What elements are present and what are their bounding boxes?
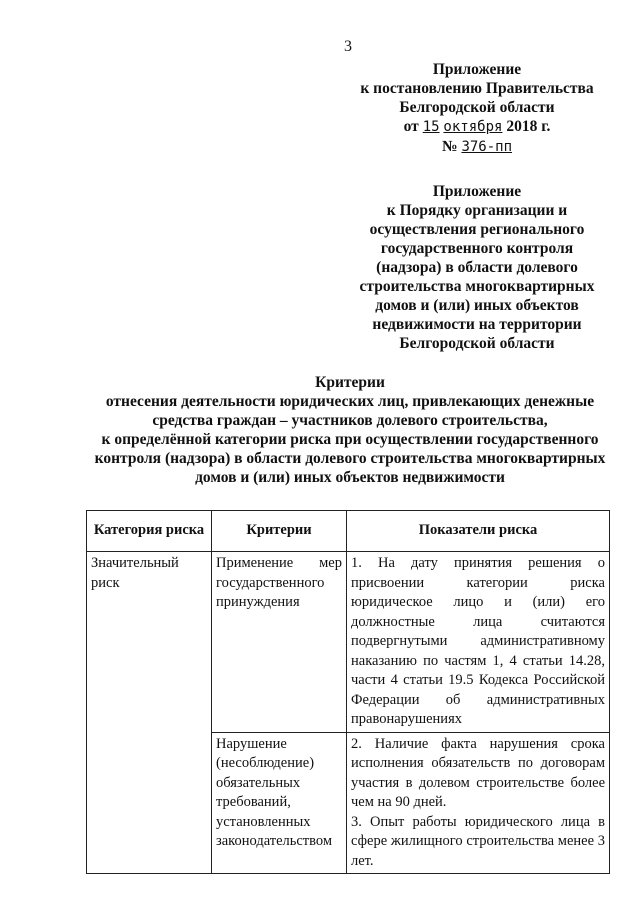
- appendix-line: (надзора) в области долевого: [376, 259, 578, 276]
- document-number: 376-пп: [461, 139, 513, 155]
- appendix-line: государственного контроля: [380, 240, 574, 257]
- date-month: октября: [443, 119, 503, 135]
- criteria-line: домов и (или) иных объектов недвижимости: [195, 469, 505, 486]
- criterion-cell: Применение мер государственного принуждения: [212, 552, 347, 733]
- appendix-line: домов и (или) иных объектов: [375, 297, 579, 314]
- criteria-heading: [60, 373, 640, 487]
- appendix-title: Приложение: [432, 183, 522, 200]
- criteria-line: отнесения деятельности юридических лиц, привлекающих денежные: [105, 393, 595, 410]
- indicator-cell: [347, 732, 610, 874]
- appendix-header: [352, 60, 602, 157]
- header-indicators: Показатели риска: [347, 511, 610, 552]
- appendix-date: [352, 117, 602, 137]
- table-row: [87, 732, 610, 874]
- risk-criteria-table: [86, 510, 610, 874]
- criteria-line: средства граждан – участников долевого строительства,: [152, 412, 548, 429]
- date-prefix: от: [403, 118, 419, 135]
- appendix-line: к постановлению Правительства: [360, 80, 594, 97]
- criteria-line: к определённой категории риска при осуществлении государственного: [101, 431, 599, 448]
- table-header-row: [87, 511, 610, 552]
- category-cell: Значительный риск: [87, 552, 212, 733]
- appendix-line: осуществления регионального: [369, 221, 585, 238]
- indicator-cell: 1. На дату принятия решения о присвоении категории риска юридическое лицо и (или) его должностные лица считаются подвергнутыми административному наказанию по частям 1, 4 статьи 14.28, части 4 статьи 19.5 Кодекса Российской Федерации об административных правонарушениях: [347, 552, 610, 733]
- indicator-item: 2. Наличие факта нарушения срока исполнения обязательств по договорам участия в долевом строительстве более чем на 90 дней.: [351, 735, 605, 810]
- table-row: [87, 552, 610, 733]
- appendix-line: Белгородской области: [399, 335, 555, 352]
- criteria-line: контроля (надзора) в области долевого строительства многоквартирных: [94, 450, 606, 467]
- appendix-line: недвижимости на территории: [372, 316, 582, 333]
- appendix-to-procedure: [352, 182, 602, 353]
- appendix-line: к Порядку организации и: [386, 202, 568, 219]
- criterion-cell: Нарушение (несоблюдение) обязательных требований, установленных законодательством: [212, 732, 347, 874]
- indicator-item: 3. Опыт работы юридического лица в сфере жилищного строительства менее 3 лет.: [351, 813, 605, 869]
- date-year: 2018 г.: [506, 118, 551, 135]
- number-prefix: №: [441, 138, 458, 155]
- criteria-title: Критерии: [315, 374, 385, 391]
- appendix-line: Белгородской области: [399, 99, 555, 116]
- date-day: 15: [422, 119, 440, 135]
- category-cell-empty: [87, 732, 212, 874]
- page-number: 3: [344, 38, 352, 55]
- appendix-line: строительства многоквартирных: [359, 278, 595, 295]
- appendix-number: [352, 137, 602, 157]
- header-category: Категория риска: [87, 511, 212, 552]
- appendix-title: Приложение: [432, 61, 522, 78]
- header-criteria: Критерии: [212, 511, 347, 552]
